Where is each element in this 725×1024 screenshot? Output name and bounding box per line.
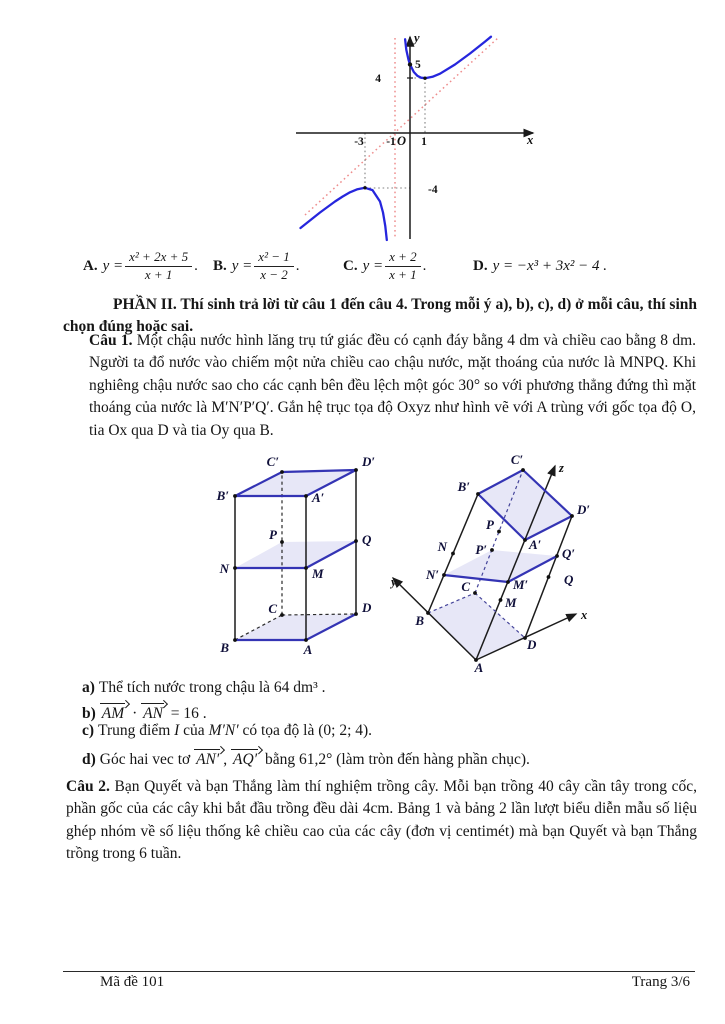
statement-text: Góc hai vec tơ [99, 751, 191, 768]
question-2-label: Câu 2. [66, 778, 110, 795]
answer-tail: . [194, 257, 198, 274]
vertex-label-c: C [461, 579, 470, 594]
vertex-label-p: P [269, 527, 277, 542]
vertex-label-q-prime: Q′ [562, 546, 576, 561]
statement-label: c) [82, 722, 95, 739]
statement-text: Thể tích nước trong chậu là 64 dm³ . [98, 679, 326, 696]
statement-a [82, 679, 325, 697]
z-axis-label: z [559, 461, 564, 475]
vertex-label-n-prime: N′ [425, 567, 439, 582]
vertex-label-m-prime: M′ [513, 577, 529, 592]
statement-text: = 16 . [170, 705, 207, 722]
fraction-numerator: x² + 2x + 5 [125, 250, 192, 267]
statement-d [82, 746, 530, 769]
answer-expression: y = −x³ + 3x² − 4 . [492, 257, 608, 274]
question-1-label: Câu 1. [89, 332, 133, 349]
prism-diagram-tilted [390, 438, 630, 686]
vertex-label-d-prime: D′ [577, 502, 591, 517]
tick-neg1: -1 [386, 136, 396, 148]
x-axis-label: x [581, 608, 588, 622]
answer-option-a [83, 244, 198, 288]
statement-text: Trung điểm [98, 722, 171, 739]
tick-5: 5 [415, 59, 421, 71]
answer-lhs: y = [102, 257, 124, 274]
answer-option-b [213, 244, 300, 288]
function-graph [292, 25, 544, 245]
y-axis-label: y [414, 31, 420, 45]
vertex-label-q: Q [564, 572, 574, 587]
tick-neg3: -3 [354, 136, 364, 148]
vertex-label-q: Q [362, 532, 372, 547]
vertex-label-a: A [474, 660, 484, 675]
fraction [254, 250, 293, 283]
vertex-label-n: N [437, 539, 447, 554]
statement-text: của [183, 722, 205, 739]
statement-text: có tọa độ là (0; 2; 4). [242, 722, 373, 739]
graph-labels [354, 31, 533, 196]
footer-page-number: Trang 3/6 [631, 974, 690, 990]
vertex-label-a: A [303, 642, 313, 657]
statement-label: a) [82, 679, 95, 696]
question-1 [89, 330, 696, 442]
oblique-asymptote [305, 37, 499, 215]
statement-b [82, 700, 207, 723]
question-2 [66, 776, 697, 866]
vertex-label-n: N [219, 561, 229, 576]
prism-diagram-upright [195, 450, 390, 665]
answer-label: D. [473, 257, 488, 274]
tick-neg4: -4 [428, 184, 438, 196]
answer-lhs: y = [231, 257, 253, 274]
vector-am: AM [100, 700, 128, 722]
fraction [385, 250, 421, 283]
statement-text: bằng 61,2° (làm tròn đến hàng phần chục). [264, 751, 530, 768]
segment-mn-prime: M′N′ [208, 722, 239, 739]
vertex-label-b-prime: B′ [216, 488, 229, 503]
curve-left-branch [301, 188, 387, 240]
point-i: I [174, 722, 180, 739]
tick-4: 4 [375, 73, 381, 85]
x-axis-label: x [527, 133, 534, 147]
fraction-numerator: x² − 1 [254, 250, 293, 267]
vertex-label-c-prime: C′ [510, 452, 524, 467]
question-2-text: Bạn Quyết và bạn Thắng làm thí nghiệm trồng cây. Mỗi bạn trồng 40 cây cần tây trong cốc, phần gốc của các cây khi bắt đầu trồng đều dài 4cm. Bảng 1 và bảng 2 lần lượt biểu diễn mẫu số liệu ghép nhóm về số liệu thống kê chiều cao của các cây (đơn vị centimét) mà bạn Quyết và bạn Thắng trồng trong 6 tuần. [66, 778, 697, 863]
vertex-label-b: B [415, 613, 424, 628]
answer-label: C. [343, 257, 358, 274]
answer-tail: . [295, 257, 300, 274]
vector-aq-prime: AQ′ [231, 746, 261, 768]
vertex-label-m: M [505, 595, 517, 610]
vertex-label-a-prime: A′ [529, 537, 542, 552]
footer-exam-code: Mã đề 101 [100, 974, 165, 990]
vertex-label-b-prime: B′ [457, 479, 470, 494]
part2-heading: PHẦN II. Thí sinh trả lời từ câu 1 đến câu 4. Trong mỗi ý a), b), c), d) ở mỗi câu, thí sinh chọn đúng hoặc sai. [63, 296, 697, 335]
answer-tail: . [422, 257, 427, 274]
shaded-faces [428, 470, 572, 660]
vertex-label-p-prime: P′ [475, 542, 487, 557]
dot-operator: · [132, 705, 138, 722]
fraction-denominator: x + 1 [389, 266, 417, 282]
answer-option-c [343, 244, 426, 288]
question-1-text: Một chậu nước hình lăng trụ tứ giác đều có cạnh đáy bằng 4 dm và chiều cao bằng 8 dm. Người ta đổ nước vào chiếm một nửa chiều cao chậu nước, mặt thoáng của nước là MNPQ. Khi nghiêng chậu nước sao cho các cạnh bên đều lệch một góc 30° so với phương thẳng đứng thì mặt thoáng của nước là M′N′P′Q′. Gắn hệ trục tọa độ Oxyz như hình vẽ với A trùng với gốc tọa độ O, tia Ox qua D và tia Oy qua B. [89, 332, 696, 439]
answer-option-d [473, 244, 607, 288]
vertex-label-c: C [268, 601, 277, 616]
answer-lhs: y = [362, 257, 384, 274]
vertex-label-d-prime: D′ [362, 454, 376, 469]
footer-divider [63, 971, 695, 972]
tick-1: 1 [421, 136, 427, 148]
fraction-denominator: x + 1 [144, 266, 173, 282]
vertex-label-d: D [527, 637, 537, 652]
vertex-label-a-prime: A′ [312, 490, 325, 505]
y-axis-label: y [391, 575, 397, 589]
fraction-denominator: x − 2 [260, 266, 288, 282]
fraction-numerator: x + 2 [385, 250, 421, 267]
vertex-label-b: B [220, 640, 229, 655]
vertex-label-m: M [312, 566, 324, 581]
statement-label: b) [82, 705, 96, 722]
answer-label: B. [213, 257, 227, 274]
separator: , [223, 751, 228, 768]
fraction [125, 250, 192, 283]
vertex-label-d: D [362, 600, 372, 615]
origin-label: O [396, 134, 406, 148]
vector-an: AN [141, 700, 167, 722]
vertex-label-p: P [486, 517, 494, 532]
vertex-label-c-prime: C′ [266, 454, 279, 469]
statement-c [82, 722, 372, 740]
statement-label: d) [82, 751, 96, 768]
answer-label: A. [83, 257, 98, 274]
vector-an-prime: AN′ [194, 746, 223, 768]
